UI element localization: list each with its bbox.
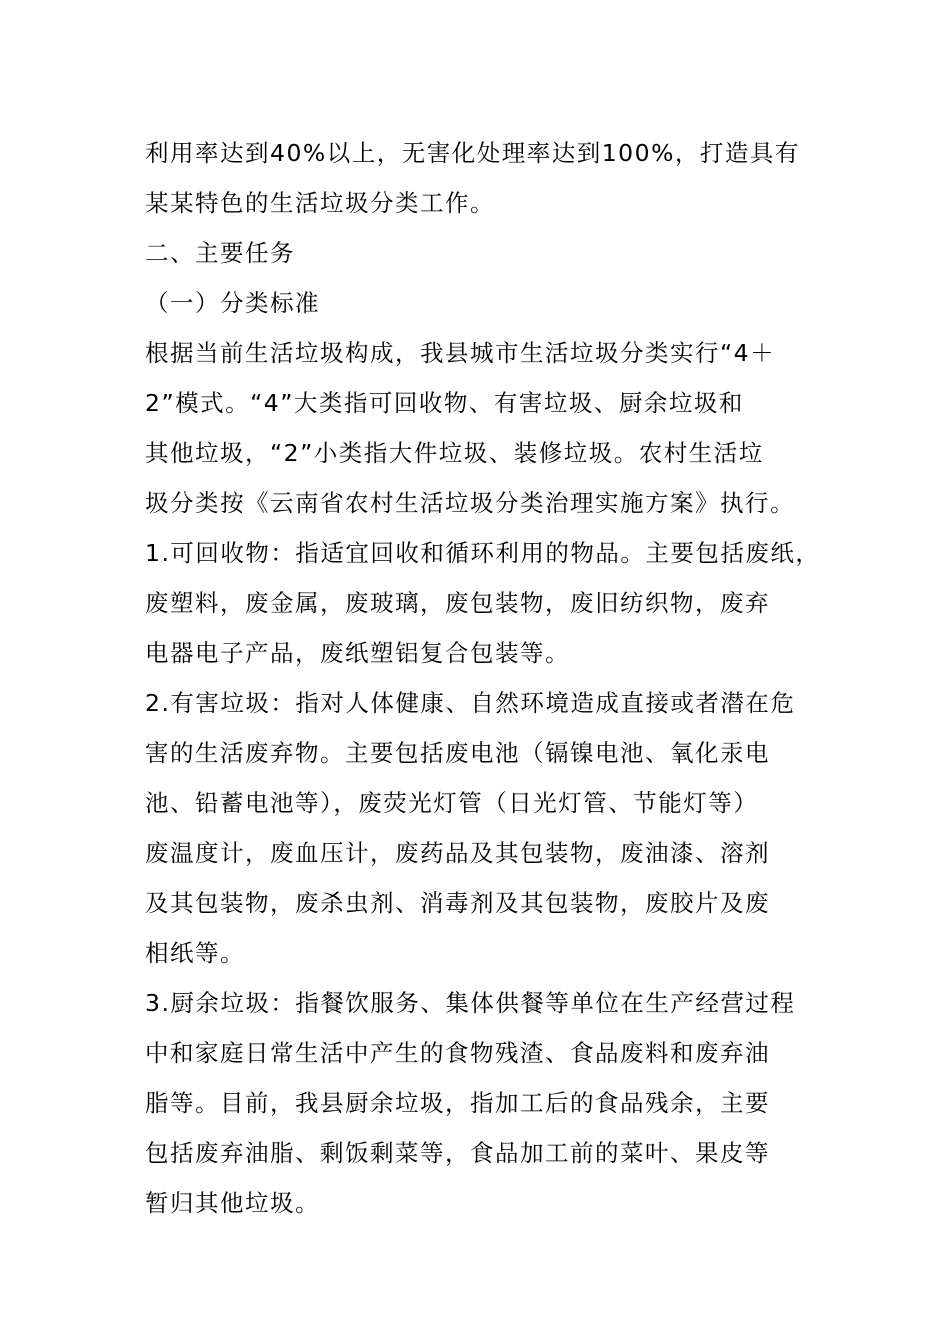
text-line-10: 废塑料，废金属，废玻璃，废包装物，废旧纺织物，废弃 bbox=[145, 589, 770, 617]
text-line-14: 池、铅蓄电池等），废荧光灯管（日光灯管、节能灯等） bbox=[145, 789, 759, 817]
text-line-18: 3.厨余垃圾：指餐饮服务、集体供餐等单位在生产经营过程 bbox=[145, 989, 796, 1017]
text-line-12: 2.有害垃圾：指对人体健康、自然环境造成直接或者潜在危 bbox=[145, 689, 796, 717]
text-line-19: 中和家庭日常生活中产生的食物残渣、食品废料和废弃油 bbox=[145, 1039, 770, 1067]
document-page bbox=[145, 128, 821, 1228]
text-line-6: 2”模式。“4”大类指可回收物、有害垃圾、厨余垃圾和 bbox=[145, 389, 744, 417]
text-line-16: 及其包装物，废杀虫剂、消毒剂及其包装物，废胶片及废 bbox=[145, 889, 770, 917]
text-line-13: 害的生活废弃物。主要包括废电池（镉镍电池、氧化汞电 bbox=[145, 739, 770, 767]
text-line-9: 1.可回收物：指适宜回收和循环利用的物品。主要包括废纸， bbox=[145, 539, 821, 567]
text-line-2: 某某特色的生活垃圾分类工作。 bbox=[145, 189, 495, 217]
text-line-20: 脂等。目前，我县厨余垃圾，指加工后的食品残余，主要 bbox=[145, 1089, 770, 1117]
text-line-11: 电器电子产品，废纸塑铝复合包装等。 bbox=[145, 639, 570, 667]
subsection-heading: （一）分类标准 bbox=[145, 289, 320, 317]
text-line-22: 暂归其他垃圾。 bbox=[145, 1189, 320, 1217]
text-line-8: 圾分类按《云南省农村生活垃圾分类治理实施方案》执行。 bbox=[145, 489, 795, 517]
text-line-17: 相纸等。 bbox=[145, 939, 245, 967]
text-line-1: 利用率达到40%以上，无害化处理率达到100%，打造具有 bbox=[145, 139, 800, 167]
section-heading: 二、主要任务 bbox=[145, 239, 295, 267]
text-line-7: 其他垃圾，“2”小类指大件垃圾、装修垃圾。农村生活垃 bbox=[145, 439, 764, 467]
text-line-21: 包括废弃油脂、剩饭剩菜等，食品加工前的菜叶、果皮等 bbox=[145, 1139, 770, 1167]
text-line-15: 废温度计，废血压计，废药品及其包装物，废油漆、溶剂 bbox=[145, 839, 770, 867]
text-line-5: 根据当前生活垃圾构成，我县城市生活垃圾分类实行“4＋ bbox=[145, 339, 776, 367]
